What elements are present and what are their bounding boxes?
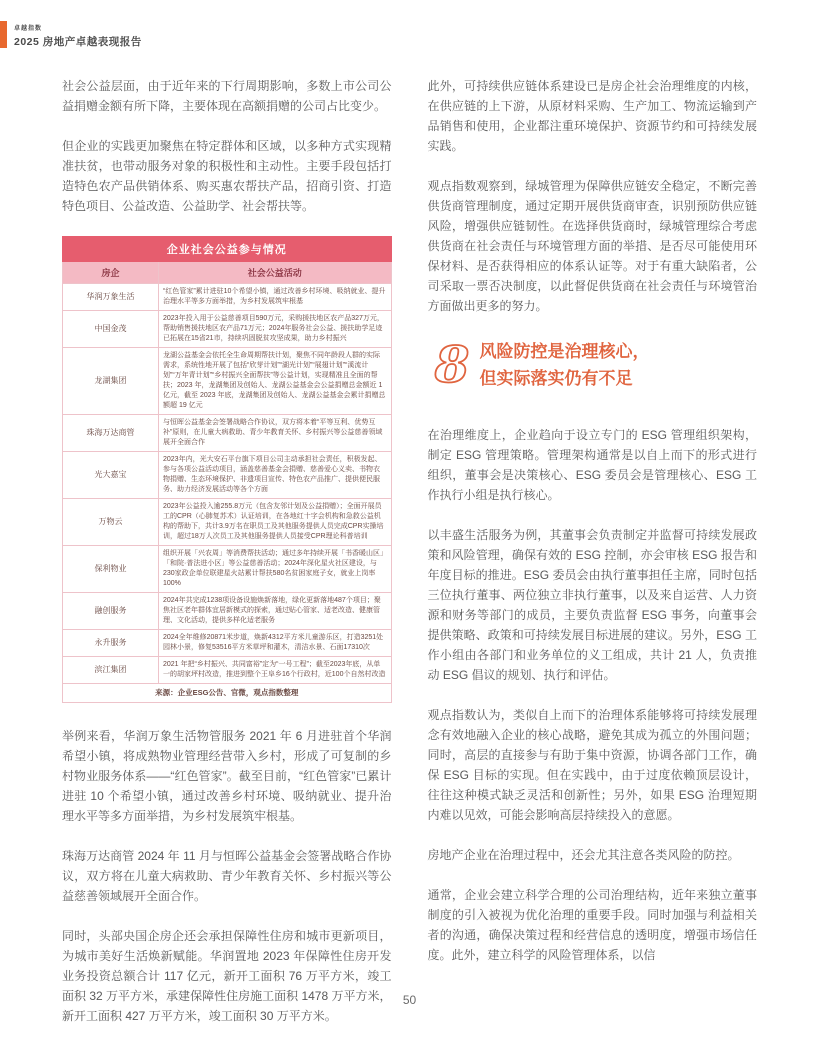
paragraph: 通常，企业会建立科学合理的公司治理结构，近年来独立董事制度的引入被视为优化治理的重要手段。同时加强与利益相关者的沟通，确保决策过程和经营信息的透明度，增强市场信任度。此外，建立科学的风险管理体系，以信 [427,888,757,962]
table-row [63,657,392,684]
table-source-row [63,684,392,703]
section-number: 8 [434,336,469,394]
activity-cell: 2024年共完成1238项设备设施焕新落地，绿化更新落地487个项目；聚焦社区老年群体宜居新模式的探索，通过贴心管家、适老改造、健康管理、文化活动，提供多样化适老服务 [159,593,392,630]
table-row [63,593,392,630]
company-cell: 龙湖集团 [63,348,159,415]
paragraph: 珠海万达商管 2024 年 11 月与恒晖公益基金会签署战略合作协议，双方将在儿童大病救助、青少年教育关怀、乡村振兴等公益慈善领域展开全面合作。 [62,849,392,903]
activity-cell: 2024全年维修20871米步道，焕新4312平方米儿童游乐区，打造3251处园林小景，修复53516平方米草坪和灌木，清洁水景、石面17310次 [159,630,392,657]
paragraph: 此外，可持续供应链体系建设已是房企社会治理维度的内核，在供应链的上下游，从原材料采购、生产加工、物流运输到产品销售和使用，企业都注重环境保护、资源节约和可持续发展实践。 [427,79,757,153]
table-row [63,499,392,546]
brand-block [14,21,142,49]
content-columns [62,76,757,1043]
table-title: 企业社会公益参与情况 [63,237,392,262]
paragraph: 同时，头部央国企房企还会承担保障性住房和城市更新项目，为城市美好生活焕新赋能。华润置地 2023 年保障性住房开发业务投资总额合计 117 亿元，新开工面积 76 万平方米，竣工面积 32 万平方米，承建保障性住房施工面积 1478 万平方米，新开工面积 427 万平方米，竣工面积 30 万平方米。 [62,929,392,1023]
activity-cell: 2023年内，光大安石平台旗下项目公司主动承担社会责任，积极发起、参与各项公益活动项目，涵盖慈善基金会捐赠、慈善爱心义卖、书物衣物捐赠、生态环境保护、非遗项目宣传、特色农产品推广、提供便民服务、助力经济发展活动等各个方面 [159,452,392,499]
table-header-activity: 社会公益活动 [159,262,392,284]
activity-cell: 2023年公益投入逾255.8万元（包含友邻计划及公益捐赠）；全面开展员工的CPR（心肺复苏术）认证培训，在各地红十字会机构和急救公益机构的帮助下，共计3.9万名在职员工及其他服务提供人员完成CPR实操培训，超过18万人次员工及其他服务提供人员接受CPR理论科普培训 [159,499,392,546]
table-source: 来源：企业ESG公告、官微，观点指数整理 [63,684,392,703]
section-number-icon [428,336,472,394]
activity-cell: 组织开展「兴农周」等消费帮扶活动；通过多年持续开展「书香暖山区」「和院·普法进小区」等公益慈善活动；2024年深化星火社区建设，与230家政企单位联建星火站累计帮扶580名贫困家庭子女，就业上岗率100% [159,546,392,593]
activity-cell: 2023年投入用于公益慈善项目590万元，采购援扶地区农产品327万元，帮助销售援扶地区农产品71万元；2024年服务社会公益、援扶助学足迹已拓展在15省21市，持续巩固脱贫攻坚成果，助力乡村振兴 [159,311,392,348]
section-heading [428,336,758,399]
company-cell: 珠海万达商管 [63,415,159,452]
left-column [62,76,392,1043]
paragraph: 观点指数观察到，绿城管理为保障供应链安全稳定，不断完善供货商管理制度，通过定期开展供货商审查，识别预防供应链风险，增强供应链韧性。在选择供货商时，绿城管理综合考虑供货商在社会责任与环境管理方面的举措、是否尽可能使用环保材料、是否获得相应的体系认证等。对于有重大缺陷者，公司采取一票否决制度，以此督促供货商在社会责任与环境管治方面做出更多的努力。 [427,179,757,313]
company-cell: 华润万象生活 [63,284,159,311]
section-title [480,336,650,392]
activity-cell: 2021 年把“乡村振兴、共同富裕”定为“一号工程”；截至2023年底，从单一的胡家坪村改造，推进到整个王阜乡16个行政村，近100个自然村改造 [159,657,392,684]
paragraph: 观点指数认为，类似自上而下的治理体系能够将可持续发展理念有效地融入企业的核心战略，避免其成为孤立的外围问题；同时，高层的直接参与有助于集中资源，协调各部门工作，确保 ESG 目标的实现。但在实践中，由于过度依赖顶层设计，往往这种模式缺乏灵活和创新性；另外，如果 ESG 治理短期内难以见效，可能会影响高层持续投入的意愿。 [427,708,757,822]
table-row [63,546,392,593]
table-header-company: 房企 [63,262,159,284]
activity-cell: 与恒晖公益基金会签署战略合作协议，双方将本着“平等互利、优势互补”原则，在儿童大病救助、青少年教育关怀、乡村振兴等公益慈善领域展开全面合作 [159,415,392,452]
paragraph: 社会公益层面，由于近年来的下行周期影响，多数上市公司公益捐赠金额有所下降，主要体现在高额捐赠的公司占比变少。 [62,79,392,113]
paragraph: 在治理维度上，企业趋向于设立专门的 ESG 管理组织架构，制定 ESG 管理策略。管理架构通常是以自上而下的形式进行组织，董事会是决策核心、ESG 委员会是管理核心、ESG 工作执行小组是执行核心。 [427,428,757,502]
paragraph: 举例来看，华润万象生活物管服务 2021 年 6 月进驻首个华润希望小镇，将成熟物业管理经营带入乡村，形成了可复制的乡村物业服务体系——“红色管家”。截至目前，“红色管家”已累计进驻 10 个希望小镇，通过改善乡村环境、吸纳就业、提升治理水平等多方面举措，为乡村发展筑牢根基。 [62,729,392,823]
page-number: 50 [402,993,417,1007]
activity-cell: 龙湖公益基金会依托全生命周期帮扶计划，聚焦不同年龄段人群的实际需求，系统性地开展了包括“欣芽计划”“湖光计划”“展翅计划”“溪流计划”“万年青计划”“乡村振兴全面帮扶”等公益计划，实现精准且全面的帮扶；2023 年，龙湖集团及创始人、龙湖公益基金会公益捐赠总金额近 1 亿元，截至 2023 年底，龙湖集团及创始人、龙湖公益基金会累计捐赠总额超 19 亿元 [159,348,392,415]
company-cell: 滨江集团 [63,657,159,684]
table-row [63,415,392,452]
company-cell: 保利物业 [63,546,159,593]
right-column [428,76,758,1043]
table-row [63,630,392,657]
table-row [63,348,392,415]
header-accent-bar [0,21,7,48]
company-cell: 融创服务 [63,593,159,630]
page-header [0,21,142,49]
activity-cell: “红色管家”累计进驻10个希望小镇，通过改善乡村环境、吸纳就业、提升治理水平等多方面举措，为乡村发展筑牢根基 [159,284,392,311]
company-cell: 万物云 [63,499,159,546]
csr-table [62,236,392,703]
company-cell: 光大嘉宝 [63,452,159,499]
company-cell: 永升服务 [63,630,159,657]
report-title: 2025 房地产卓越表现报告 [14,36,142,48]
company-cell: 中国金茂 [63,311,159,348]
section-title-line2: 但实际落实仍有不足 [479,369,633,388]
section-number-outline [428,336,480,399]
paragraph: 房地产企业在治理过程中，还会尤其注意各类风险的防控。 [427,848,740,862]
table-row [63,452,392,499]
paragraph: 但企业的实践更加聚焦在特定群体和区域，以多种方式实现精准扶贫，也带动服务对象的积极性和主动性。主要手段包括打造特色农产品供销体系、购买惠农帮扶产品，招商引资、打造特色项目、公益改造、公益助学、社会帮扶等。 [62,139,392,213]
section-title-line1: 风险防控是治理核心， [479,342,650,361]
brand-label: 卓越指数 [14,26,43,32]
paragraph: 以丰盛生活服务为例，其董事会负责制定并监督可持续发展政策和风险管理，确保有效的 ESG 控制，亦会审核 ESG 报告和年度目标的推进。ESG 委员会由执行董事担任主席，同时包括三位执行董事、两位独立非执行董事，以及来自运营、人力资源和财务等部门的成员，主要负责监督 ESG 事务，向董事会提供策略、政策和可持续发展目标进展的建议。另外，ESG 工作小组由各部门和业务单位的义工组成，共计 21 人，负责推动 ESG 倡议的规划、执行和评估。 [427,528,757,682]
table-row [63,311,392,348]
table-row [63,284,392,311]
